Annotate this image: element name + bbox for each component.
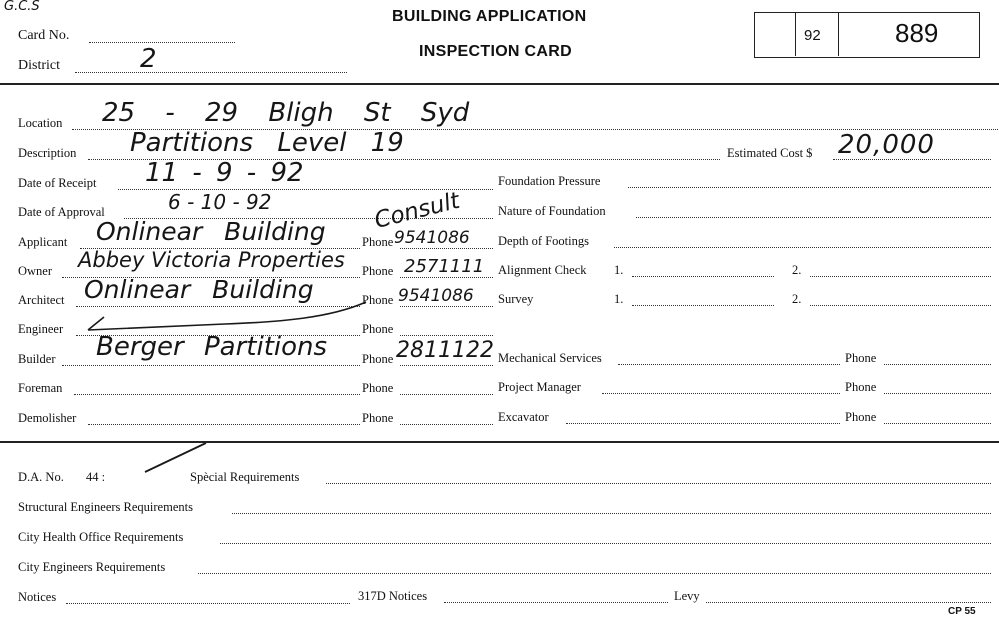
gcs-annotation: G.C.S <box>4 0 40 14</box>
builder-phone-label: Phone <box>362 352 394 366</box>
city-health-field[interactable] <box>220 543 991 544</box>
city-engineers-field[interactable] <box>198 573 991 574</box>
foreman-phone-field[interactable] <box>400 394 493 395</box>
excavator-label: Excavator <box>498 410 549 424</box>
applicant-phone-value: 9541086 <box>394 228 470 248</box>
owner-label: Owner <box>18 264 53 278</box>
applicant-label: Applicant <box>18 235 68 249</box>
notices-label: Notices <box>18 590 57 604</box>
title-line-1: BUILDING APPLICATION <box>392 8 587 25</box>
location-label: Location <box>18 116 63 130</box>
date-approval-value: 6 - 10 - 92 <box>168 190 272 214</box>
owner-phone-label: Phone <box>362 264 394 278</box>
title-line-2: INSPECTION CARD <box>419 43 572 60</box>
da-tick-stroke <box>145 443 206 472</box>
notices-317d-label: 317D Notices <box>358 589 428 603</box>
district-field[interactable] <box>75 72 347 73</box>
description-value: Partitions Level 19 <box>130 128 404 158</box>
owner-phone-value: 2571111 <box>404 256 485 277</box>
alignment-2-label: 2. <box>792 263 802 277</box>
nature-foundation-field[interactable] <box>636 217 991 218</box>
survey-label: Survey <box>498 292 534 306</box>
alignment-check-label: Alignment Check <box>498 263 587 277</box>
owner-phone-field[interactable] <box>400 277 493 278</box>
mechanical-phone-label: Phone <box>845 351 877 365</box>
architect-phone-value: 9541086 <box>398 286 474 306</box>
architect-value: Onlinear Building <box>84 275 314 304</box>
number-box-year-cell <box>796 13 839 56</box>
engineer-phone-field[interactable] <box>400 335 493 336</box>
alignment-1-field[interactable] <box>632 276 774 277</box>
architect-field[interactable] <box>76 306 360 307</box>
applicant-phone-label: Phone <box>362 235 394 249</box>
consult-value: Consult <box>371 187 463 234</box>
estimated-cost-value: 20,000 <box>838 130 935 160</box>
engineer-label: Engineer <box>18 322 64 336</box>
survey-1-field[interactable] <box>632 305 774 306</box>
foreman-field[interactable] <box>74 394 360 395</box>
card-no-field[interactable] <box>89 42 235 43</box>
foreman-label: Foreman <box>18 381 63 395</box>
demolisher-phone-label: Phone <box>362 411 394 425</box>
middle-divider <box>0 441 999 443</box>
foreman-phone-label: Phone <box>362 381 394 395</box>
excavator-phone-label: Phone <box>845 410 877 424</box>
district-label: District <box>18 58 60 73</box>
date-approval-label: Date of Approval <box>18 205 105 219</box>
applicant-phone-field[interactable] <box>400 248 493 249</box>
location-value: 25 - 29 Bligh St Syd <box>102 98 470 128</box>
excavator-phone-field[interactable] <box>884 423 991 424</box>
city-health-label: City Health Office Requirements <box>18 530 184 544</box>
card-number-box <box>754 12 980 58</box>
survey-2-field[interactable] <box>810 305 991 306</box>
number-box-year: 92 <box>804 27 821 44</box>
number-box-blank-cell <box>755 13 796 56</box>
demolisher-label: Demolisher <box>18 411 77 425</box>
project-manager-phone-field[interactable] <box>884 393 991 394</box>
notices-field[interactable] <box>66 603 350 604</box>
survey-1-label: 1. <box>614 292 624 306</box>
engineer-stroke-tick <box>88 317 104 330</box>
project-manager-field[interactable] <box>602 393 840 394</box>
depth-footings-label: Depth of Footings <box>498 234 589 248</box>
special-requirements-field[interactable] <box>326 483 991 484</box>
district-value: 2 <box>140 44 157 74</box>
builder-phone-value: 2811122 <box>396 338 494 363</box>
foundation-pressure-label: Foundation Pressure <box>498 174 601 188</box>
estimated-cost-label: Estimated Cost $ <box>727 146 813 160</box>
top-divider <box>0 83 999 85</box>
excavator-field[interactable] <box>566 423 840 424</box>
project-manager-label: Project Manager <box>498 380 581 394</box>
builder-field[interactable] <box>62 365 360 366</box>
form-code: CP 55 <box>948 606 976 617</box>
builder-phone-field[interactable] <box>400 365 493 366</box>
applicant-value: Onlinear Building <box>96 217 326 246</box>
demolisher-phone-field[interactable] <box>400 424 493 425</box>
levy-label: Levy <box>674 589 700 603</box>
project-manager-phone-label: Phone <box>845 380 877 394</box>
number-box-number: 889 <box>895 18 939 48</box>
da-no-value: 44 : <box>86 470 106 484</box>
survey-2-label: 2. <box>792 292 802 306</box>
notices-317d-field[interactable] <box>444 602 668 603</box>
da-no-label: D.A. No. <box>18 470 64 484</box>
builder-value: Berger Partitions <box>96 332 328 362</box>
alignment-1-label: 1. <box>614 263 624 277</box>
levy-field[interactable] <box>706 602 991 603</box>
structural-engineers-label: Structural Engineers Requirements <box>18 500 193 514</box>
architect-phone-label: Phone <box>362 293 394 307</box>
structural-engineers-field[interactable] <box>232 513 991 514</box>
card-no-label: Card No. <box>18 28 70 43</box>
nature-foundation-label: Nature of Foundation <box>498 204 606 218</box>
date-receipt-label: Date of Receipt <box>18 176 97 190</box>
alignment-2-field[interactable] <box>810 276 991 277</box>
builder-label: Builder <box>18 352 56 366</box>
special-requirements-label: Spècial Requirements <box>190 470 300 484</box>
mechanical-phone-field[interactable] <box>884 364 991 365</box>
mechanical-field[interactable] <box>618 364 840 365</box>
owner-value: Abbey Victoria Properties <box>78 248 345 272</box>
engineer-phone-label: Phone <box>362 322 394 336</box>
city-engineers-label: City Engineers Requirements <box>18 560 166 574</box>
description-label: Description <box>18 146 77 160</box>
mechanical-label: Mechanical Services <box>498 351 602 365</box>
architect-phone-field[interactable] <box>400 306 493 307</box>
foundation-pressure-field[interactable] <box>628 187 991 188</box>
demolisher-field[interactable] <box>88 424 360 425</box>
architect-label: Architect <box>18 293 65 307</box>
date-receipt-value: 11 - 9 - 92 <box>145 158 304 188</box>
depth-footings-field[interactable] <box>614 247 991 248</box>
